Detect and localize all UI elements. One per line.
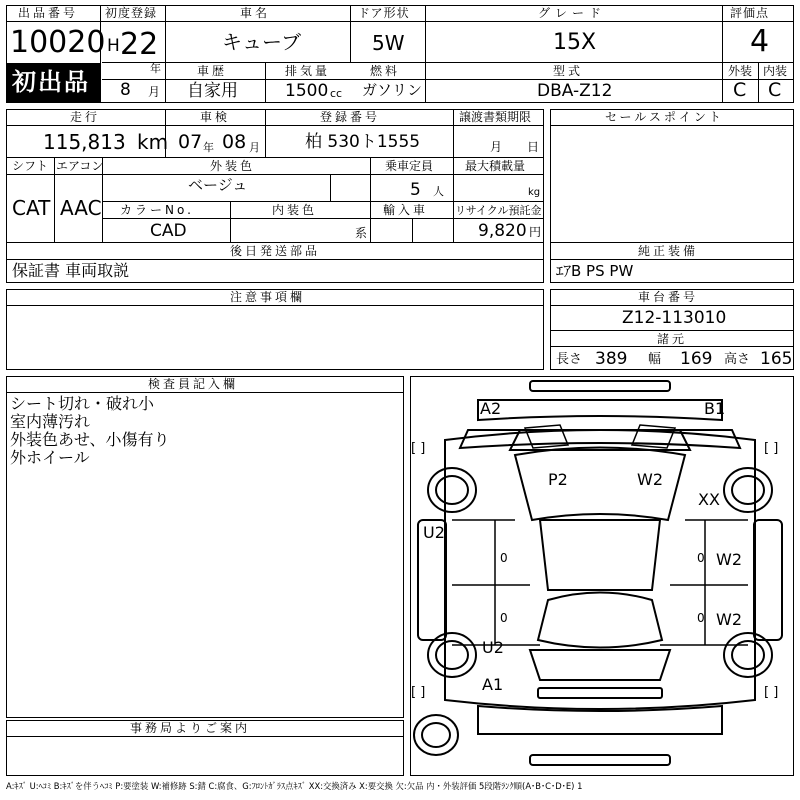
kg-unit: kg [528, 187, 541, 198]
import-label: 輸入車 [383, 203, 429, 217]
equipment-label: 純正装備 [638, 244, 699, 258]
notes-label: 注意事項欄 [230, 290, 306, 304]
later-parts-label: 後日発送部品 [230, 244, 321, 258]
int-grade: C [768, 79, 782, 101]
mark-xx: XX [698, 490, 720, 509]
transfer-month-unit: 月 [490, 140, 503, 154]
int-color-label: 内装色 [272, 203, 318, 217]
capacity: 5 [410, 180, 421, 200]
door-label: ドア形状 [358, 6, 410, 20]
history-label: 車歴 [197, 64, 228, 78]
reg-month: 8 [120, 80, 131, 100]
length: 389 [595, 349, 628, 369]
mark-u2-left: U2 [423, 523, 445, 542]
car-name: キューブ [222, 30, 301, 54]
recycle-label: リサイクル預託金 [455, 204, 542, 217]
door: 5W [372, 31, 405, 55]
bracket-3: [ ] [411, 685, 426, 700]
mark-p2: P2 [548, 470, 568, 489]
transfer-day-unit: 日 [527, 140, 540, 154]
lot-no: 10020 [10, 25, 106, 60]
zero-1: 0 [500, 551, 508, 565]
mark-u2-rear: U2 [482, 638, 504, 657]
ac: AAC [60, 196, 102, 220]
displacement-label: 排気量 [285, 64, 331, 78]
mark-a1: A1 [482, 675, 504, 694]
sales-points-label: セールスポイント [605, 110, 724, 124]
insp-month-unit: 月 [249, 141, 260, 154]
int-color-suffix: 系 [355, 226, 368, 240]
ext-label: 外装 [728, 64, 753, 78]
cc-unit: cc [330, 87, 343, 100]
ext-color-label: 外装色 [210, 159, 256, 173]
capacity-unit: 人 [433, 185, 444, 198]
score-label: 評価点 [730, 6, 770, 20]
zero-4: 0 [697, 611, 705, 625]
later-parts: 保証書 車両取説 [12, 261, 130, 280]
capacity-label: 乗車定員 [385, 159, 434, 173]
inspector-note-3: 外装色あせ、小傷有り [10, 430, 170, 449]
mark-w2-roof: W2 [637, 470, 663, 489]
era: H [107, 36, 120, 56]
ac-label: エアコン [56, 159, 104, 173]
insp-year-unit: 年 [203, 141, 214, 154]
lot-no-label: 出品番号 [18, 6, 79, 20]
history: 自家用 [187, 81, 238, 101]
model-label: 型式 [553, 64, 584, 78]
ext-grade: C [733, 79, 747, 101]
score: 4 [750, 24, 770, 59]
chassis-label: 車台番号 [638, 290, 699, 304]
width: 169 [680, 349, 713, 369]
height: 165 [760, 349, 793, 369]
inspector-note-4: 外ホイール [10, 448, 90, 467]
month-unit: 月 [148, 85, 161, 99]
insp-year: 07 [178, 131, 203, 153]
km-unit: km [137, 130, 169, 154]
legend: A:ｷｽﾞ U:ﾍｺﾐ B:ｷｽﾞを伴うﾍｺﾐ P:要塗装 W:補修跡 S:錆 C:腐食、G:ﾌﾛﾝﾄｶﾞﾗｽ点ｷｽﾞ XX:交換済み X:要交換 欠:欠品 内・外装評価 5段階ﾗﾝｸ順(A･B･C･D･E) 1 [6, 781, 583, 791]
color-no: CAD [150, 221, 187, 241]
grade: 15X [553, 30, 597, 55]
shift-label: シフト [12, 159, 49, 173]
ext-color: ベージュ [188, 176, 248, 194]
color-no-label: カラーNo. [120, 203, 194, 217]
dims-label: 諸元 [657, 332, 688, 346]
chassis: Z12-113010 [622, 308, 727, 328]
bracket-4: [ ] [764, 685, 779, 700]
equipment: ｴｱB PS PW [556, 262, 634, 280]
mark-w2-right-front: W2 [716, 550, 742, 569]
inspector-label: 検査員記入欄 [148, 377, 239, 391]
shift: CAT [12, 196, 51, 220]
zero-2: 0 [697, 551, 705, 565]
bracket-1: [ ] [411, 441, 426, 456]
car-name-label: 車名 [240, 6, 271, 20]
max-load-label: 最大積載量 [465, 159, 526, 173]
mark-b1: B1 [704, 399, 726, 418]
transfer-label: 譲渡書類期限 [459, 110, 532, 124]
zero-3: 0 [500, 611, 508, 625]
first-listing: 初出品 [12, 68, 90, 96]
fuel: ガソリン [362, 81, 423, 99]
mark-a2: A2 [480, 399, 502, 418]
mileage-label: 走行 [70, 110, 101, 124]
recycle: 9,820 [478, 221, 527, 241]
length-label: 長さ [556, 352, 583, 367]
mark-w2-right-rear: W2 [716, 610, 742, 629]
yen-unit: 円 [529, 225, 542, 239]
inspector-note-1: シート切れ・破れ小 [10, 394, 155, 413]
reg-year: 22 [120, 27, 159, 62]
width-label: 幅 [648, 352, 662, 367]
grade-label: グレード [538, 6, 607, 20]
first-reg-label: 初度登録 [105, 6, 158, 20]
plate-label: 登録番号 [320, 110, 381, 124]
height-label: 高さ [724, 352, 751, 367]
insp-month: 08 [222, 131, 247, 153]
model: DBA-Z12 [537, 81, 613, 101]
inspector-note-2: 室内薄汚れ [10, 412, 91, 431]
inspection-label: 車検 [200, 110, 231, 124]
fuel-label: 燃料 [370, 64, 401, 78]
plate: 柏 530ト1555 [305, 132, 421, 152]
office-label: 事務局よりご案内 [130, 721, 251, 735]
displacement: 1500 [285, 81, 329, 101]
year-unit: 年 [150, 62, 161, 75]
bracket-2: [ ] [764, 441, 779, 456]
mileage: 115,813 [43, 130, 126, 154]
int-label: 内装 [763, 64, 788, 78]
